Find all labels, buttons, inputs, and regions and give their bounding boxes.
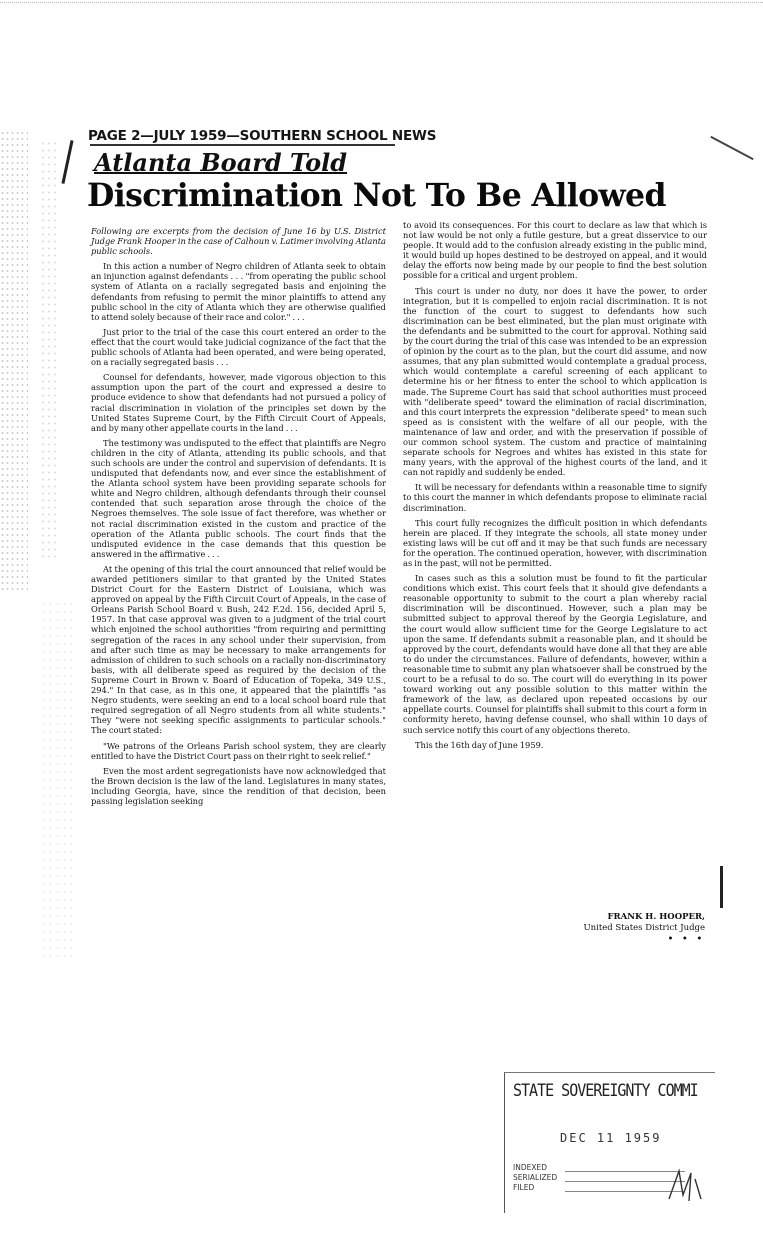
received-stamp	[504, 1072, 715, 1213]
scan-noise-left	[0, 130, 28, 590]
paragraph: In this action a number of Negro children of Atlanta seek to obtain an injunction against defendants . . . "from operating the public school system of Atlanta on a racially segregated basis and enjoining the defendants from refusing to permit the minor plaintiffs to attend any public school in the city of Atlanta which they are otherwise qualified to attend solely because of their race and color." . . .	[91, 261, 386, 322]
paragraph: "We patrons of the Orleans Parish school system, they are clearly entitled to have the District Court pass on their right to seek relief."	[91, 740, 386, 761]
margin-pen-mark	[61, 140, 73, 184]
paragraph: At the opening of this trial the court announced that relief would be awarded petitioners similar to that granted by the United States District Court for the Eastern District of Louisiana, which was approved on appeal by the Fifth Circuit Court of Appeals, in the case of Orleans Parish School Board v. Bush, 242 F.2d. 156, decided April 5, 1957. In that case approval was given to a judgment of the trial court which enjoined the school authorities "from requiring and permitting segregation of the races in any school under their supervision, from and after such time as may be necessary to make arrangements for admission of children to such schools on a racially non-discriminatory basis, with all deliberate speed as required by the decision of the Supreme Court in Brown v. Board of Education of Topeka, 349 U.S., 294." In that case, as in this one, it appeared that the plaintiffs "as Negro students, were seeking an end to a local school board rule that required segregation of all Negro students from all white students." They "were not seeking specific assignments to particular schools." The court stated:	[91, 563, 386, 736]
intro-paragraph: Following are excerpts from the decision of June 16 by U.S. District Judge Frank Hooper in the case of Calhoun v. Latimer involving Atlanta public schools.	[91, 226, 386, 257]
left-column	[91, 226, 386, 811]
paragraph: In cases such as this a solution must be found to fit the particular conditions which exist. This court feels that it should give defendants a reasonable opportunity to submit to the court a plan whereby racial discrimination will be discontinued. However, such a plan may be submitted subject to approval thereof by the Georgia Legislature, and the court would allow sufficient time for the George Legislature to act upon the same. If defendants submit a reasonable plan, and it should be approved by the court, defendants would have done all that they are able to do under the circumstances. Failure of defendants, however, within a reasonable time to submit any plan whatsoever shall be construed by the court to be a refusal to do so. The court will do everything in its power toward working out any possible solution to this matter within the framework of the law, as declared upon repeated occasions by our appellate courts. Counsel for plaintiffs shall submit to this court a form in conformity hereto, having defense counsel, who shall within 10 days of such service notify this court of any objections thereto.	[403, 573, 707, 735]
signature-block	[560, 912, 705, 945]
judge-name: FRANK H. HOOPER,	[607, 912, 705, 922]
kicker-headline: Atlanta Board Told	[94, 148, 348, 177]
right-column	[403, 220, 707, 755]
main-headline: Discrimination Not To Be Allowed	[87, 177, 666, 214]
margin-vertical-mark	[720, 866, 723, 908]
top-dotted-edge	[0, 2, 763, 3]
scan-noise-left-inner	[40, 140, 58, 560]
header-rule	[90, 144, 395, 146]
stamp-filed: FILED	[513, 1183, 535, 1192]
stamp-indexed: INDEXED	[513, 1163, 547, 1172]
date-line: This the 16th day of June 1959.	[415, 739, 544, 750]
stamp-serialized: SERIALIZED	[513, 1173, 558, 1182]
end-bullets: • • •	[667, 934, 705, 944]
paragraph: It will be necessary for defendants within a reasonable time to signify to this court the manner in which defendants propose to eliminate racial discrimination.	[403, 482, 707, 513]
paragraph: to avoid its consequences. For this court to declare as law that which is not law would be not only a futile gesture, but a great disservice to our people. It would add to the confusion already existing in the public mind, it would build up hopes destined to be destroyed on appeal, and it would delay the efforts now being made by our people to find the best solution possible for a critical and urgent problem.	[403, 220, 707, 281]
handwritten-initials-icon	[665, 1165, 705, 1205]
paragraph: The testimony was undisputed to the effect that plaintiffs are Negro children in the city of Atlanta, attending its public schools, and that such schools are under the control and supervision of defendants. It is undisputed that defendants now, and ever since the establishment of the Atlanta school system have been providing separate schools for white and Negro children, although defendants through their counsel contended that such separation arose through the choice of the Negroes themselves. The sole issue of fact therefore, was whether or not racial discrimination existed in the custom and practice of the operation of the Atlanta public schools. The court finds that the undisputed evidence in the case demands that this question be answered in the affirmative . . .	[91, 437, 386, 559]
paragraph: This court is under no duty, nor does it have the power, to order integration, but it is compelled to enjoin racial discrimination. It is not the function of the court to suggest to defendants how such discrimination can be best eliminated, but the plan must originate with the defendants and be submitted to the court for approval. Nothing said by the court during the trial of this case was intended to be an expression of opinion by the court as to the plan, but the court did assume, and now assumes, that any plan submitted would contemplate a gradual process, which would contemplate a careful screening of each applicant to determine his or her fitness to enter the school to which application is made. The Supreme Court has said that school authorities must proceed with "deliberate speed" toward the elimination of racial discrimination, and this court interprets the expression "deliberate speed" to mean such speed as is consistent with the welfare of all our people, with the maintenance of law and order, and with the preservation if possible of our common school system. The custom and practice of maintaining separate schools for Negroes and whites has existed in this state for many years, with the approval of the highest courts of the land, and it can not rapidly and suddenly be ended.	[403, 285, 707, 478]
paragraph: Counsel for defendants, however, made vigorous objection to this assumption upon the part of the court and expressed a desire to produce evidence to show that defendants had not pursued a policy of racial discrimination in violation of the principles set down by the United States Supreme Court, by the Fifth Circuit Court of Appeals, and by many other appellate courts in the land . . .	[91, 372, 386, 433]
stamp-date: DEC 11 1959	[560, 1131, 662, 1145]
margin-dash-mark	[710, 136, 753, 160]
stamp-title: STATE SOVEREIGNTY COMMI	[513, 1079, 698, 1101]
paragraph: Even the most ardent segregationists have now acknowledged that the Brown decision is the law of the land. Legislatures in many states, including Georgia, have, since the rendition of that decision, been passing legislation seeking	[91, 765, 386, 806]
page-header: PAGE 2—JULY 1959—SOUTHERN SCHOOL NEWS	[88, 128, 437, 144]
judge-title: United States District Judge	[583, 923, 705, 933]
scan-noise-lower	[40, 600, 76, 960]
paragraph: This court fully recognizes the difficult position in which defendants herein are placed. If they integrate the schools, all state money under existing laws will be cut off and it may be that such funds are necessary for the operation. The continued operation, however, with discrimination as in the past, will not be permitted.	[403, 517, 707, 568]
paragraph: Just prior to the trial of the case this court entered an order to the effect that the court would take judicial cognizance of the fact that the public schools of Atlanta had been operated, and were being operated, on a racially segregated basis . . .	[91, 326, 386, 368]
